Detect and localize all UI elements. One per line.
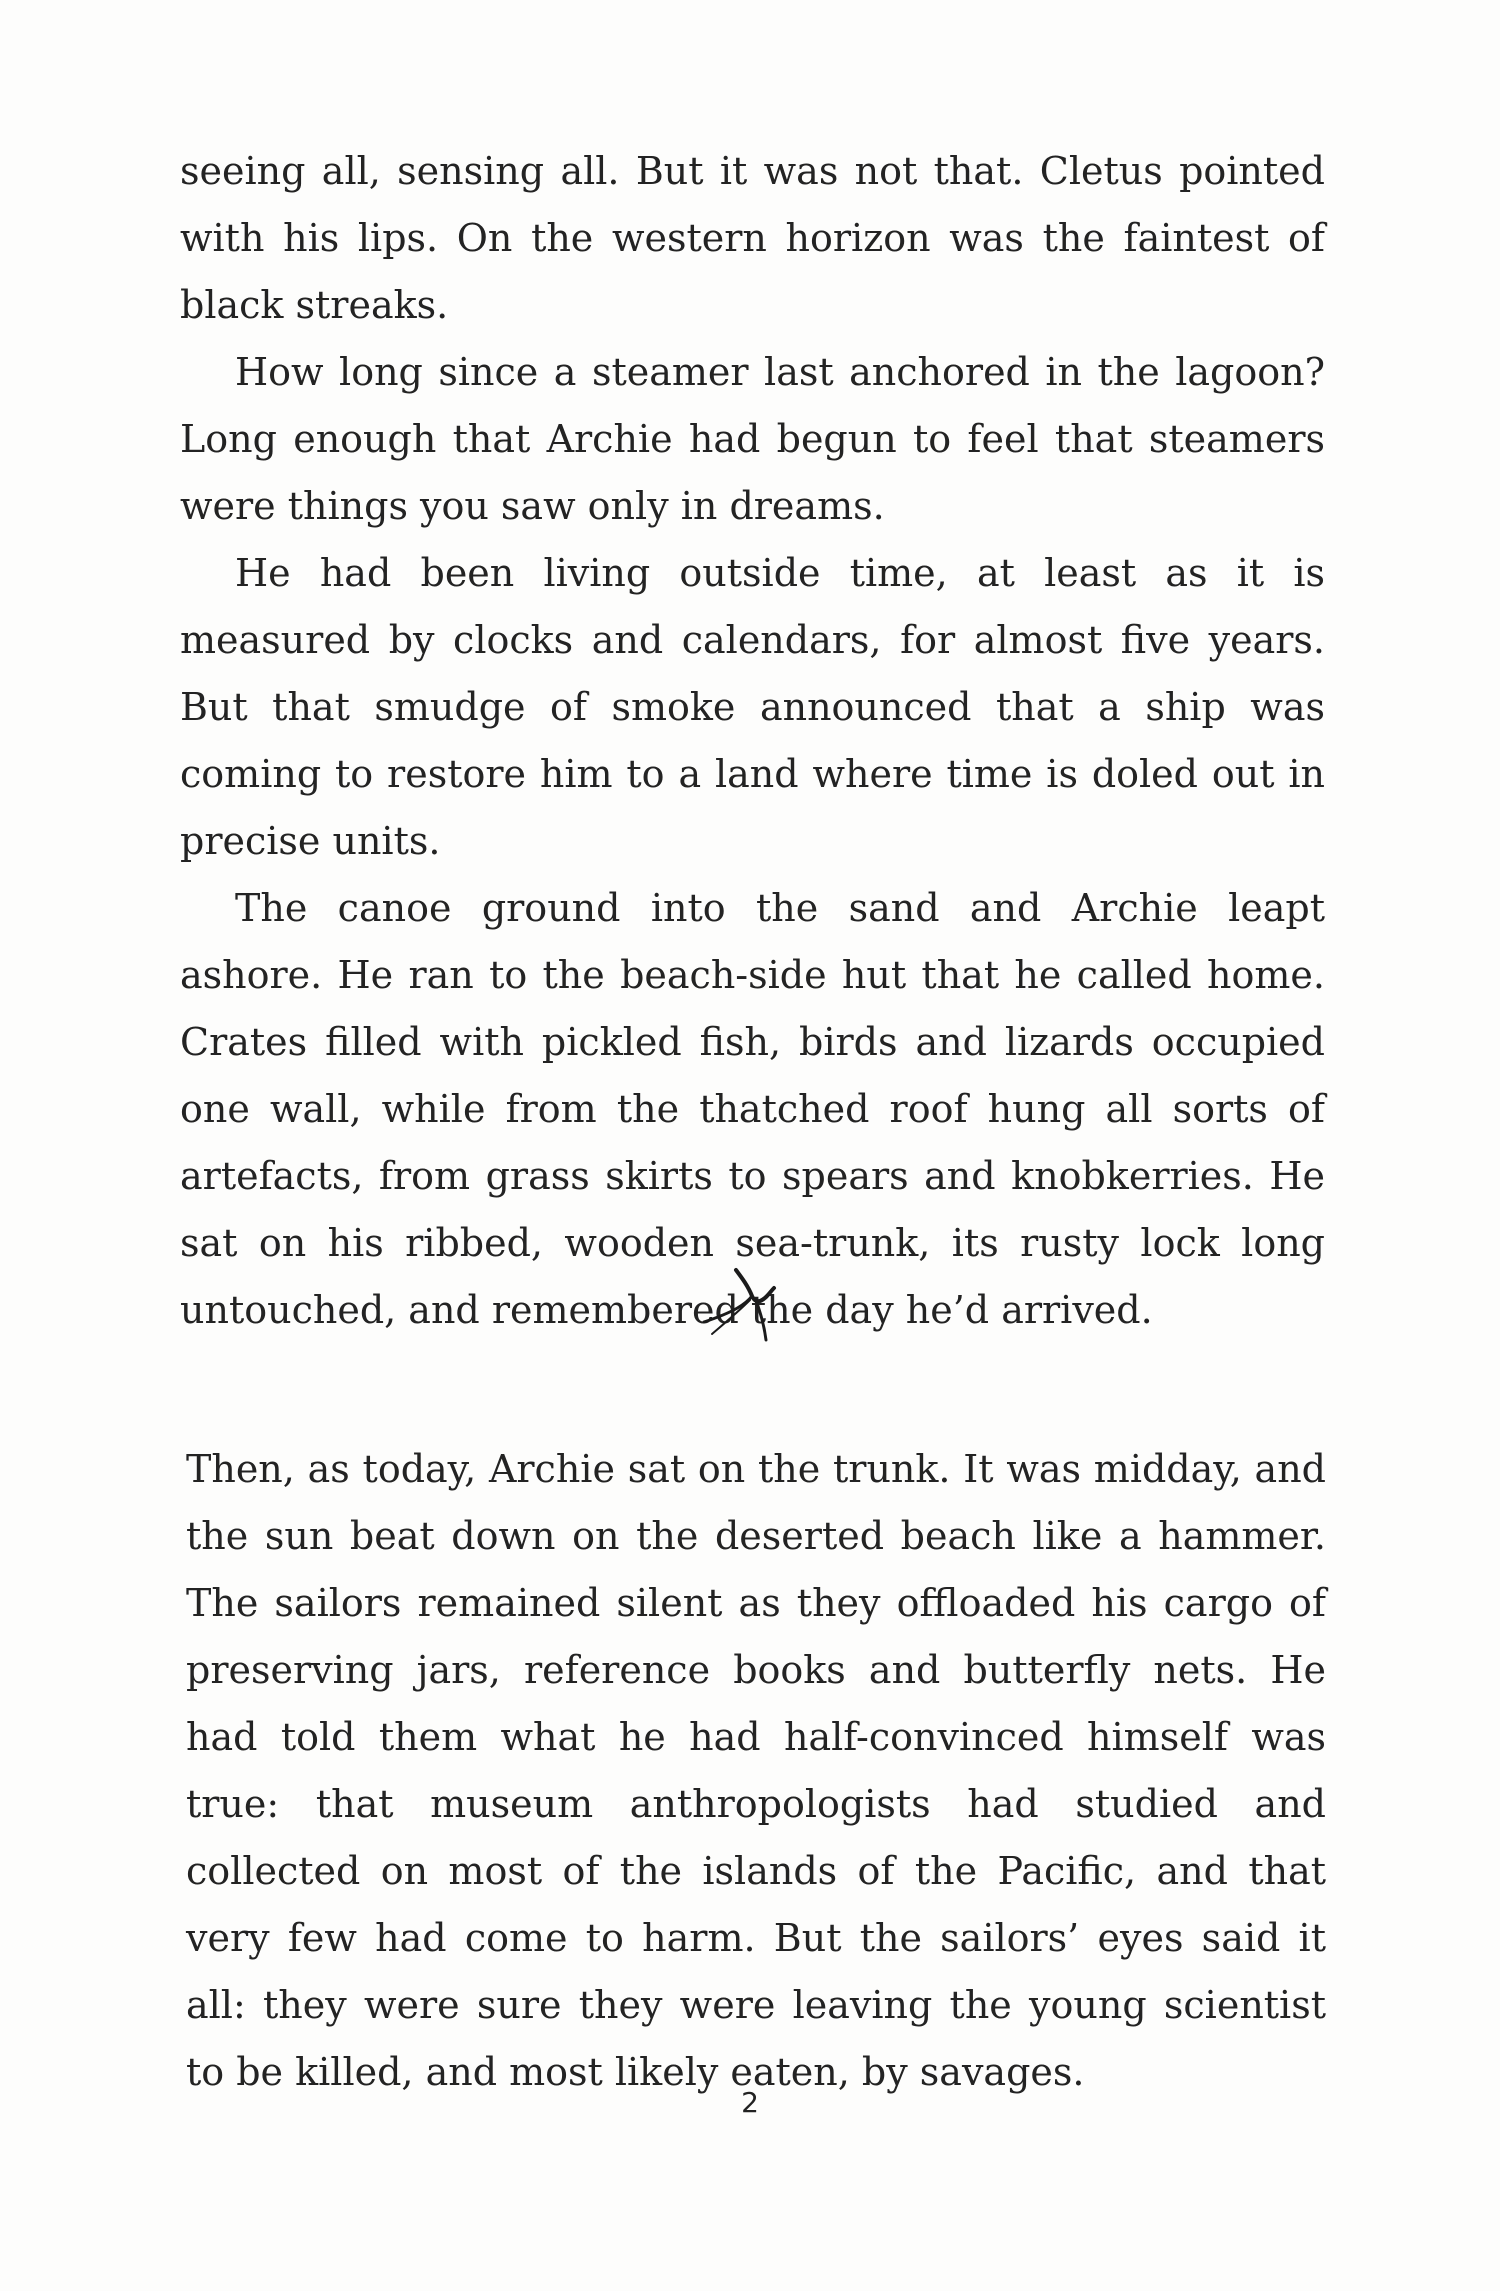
page-number: 2 [741, 2086, 759, 2119]
bird-glyph-icon [698, 1262, 794, 1358]
section-one-text [180, 138, 1325, 1344]
paragraph-canoe: The canoe ground into the sand and Archie leapt ashore. He ran to the beach-side hut that he called home. Crates filled with pickled fish, birds and lizards occupied one wall, while from the thatched roof hung all sorts of artefacts, from grass skirts to spears and knobkerries. He sat on his ribbed, wooden sea-trunk, its rusty lock long untouched, and remembered the day he’d arrived. [180, 886, 1325, 1332]
ornament-svg [698, 1262, 794, 1358]
paragraph-steamer: How long since a steamer last anchored in the lagoon? Long enough that Archie had begun to feel that steamers were things you saw only in dreams. [180, 350, 1325, 528]
paragraph-continued: seeing all, sensing all. But it was not that. Cletus pointed with his lips. On the western horizon was the faintest of black streaks. [180, 149, 1325, 327]
paragraph-then-as-today: Then, as today, Archie sat on the trunk. It was midday, and the sun beat down on the deserted beach like a hammer. The sailors remained silent as they offloaded his cargo of preserving jars, reference books and butterfly nets. He had told them what he had half-convinced himself was true: that museum anthropologists had studied and collected on most of the islands of the Pacific, and that very few had come to harm. But the sailors’ eyes said it all: they were sure they were leaving the young scientist to be killed, and most likely eaten, by savages. [186, 1447, 1326, 2094]
section-two-text [186, 1436, 1326, 2106]
paragraph-outside-time: He had been living outside time, at least as it is measured by clocks and calendars, for almost five years. But that smudge of smoke announced that a ship was coming to restore him to a land where time is doled out in precise units. [180, 551, 1325, 863]
